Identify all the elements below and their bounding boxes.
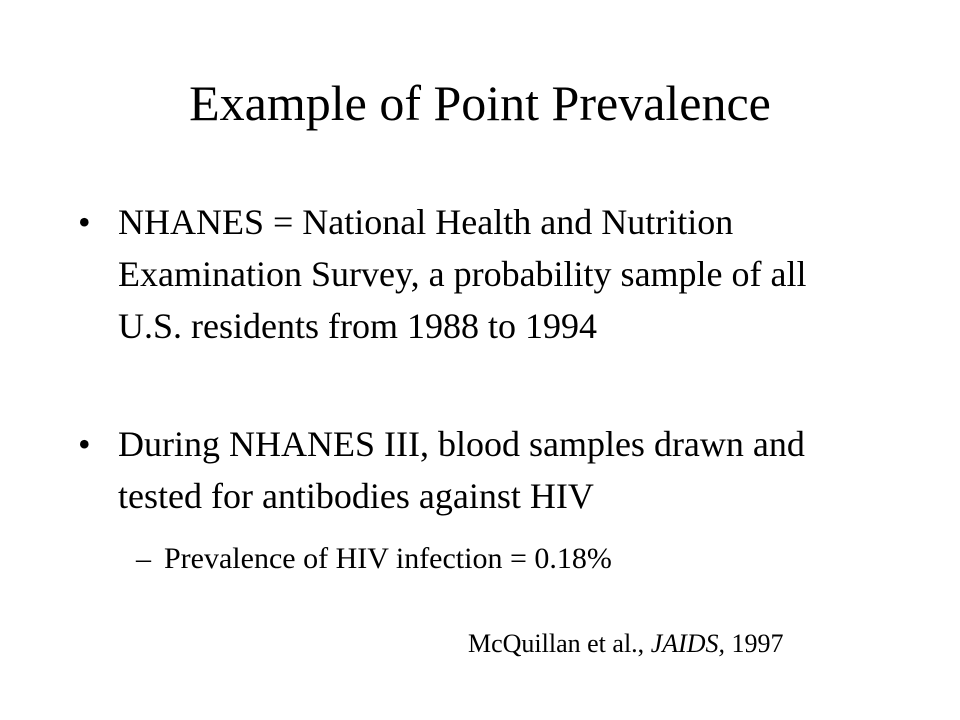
dash-icon: – [136, 542, 151, 575]
bullet-icon: • [78, 202, 91, 242]
bullet-icon: • [78, 424, 91, 464]
citation-authors: McQuillan et al., [468, 629, 651, 658]
sub-bullet-text: Prevalence of HIV infection = 0.18% [164, 542, 612, 575]
bullet-item-blood-samples [78, 418, 878, 522]
sub-bullet-hiv-prevalence [136, 538, 876, 580]
citation-journal: JAIDS, [650, 629, 726, 658]
bullet-text: NHANES = National Health and Nutrition Examination Survey, a probability sample of all U.S. residents from 1988 to 1994 [118, 202, 807, 346]
citation-year: 1997 [725, 629, 784, 658]
bullet-text: During NHANES III, blood samples drawn and tested for antibodies against HIV [118, 424, 805, 516]
citation [468, 626, 784, 662]
slide-title: Example of Point Prevalence [189, 75, 771, 131]
bullet-item-nhanes-definition [78, 196, 878, 352]
